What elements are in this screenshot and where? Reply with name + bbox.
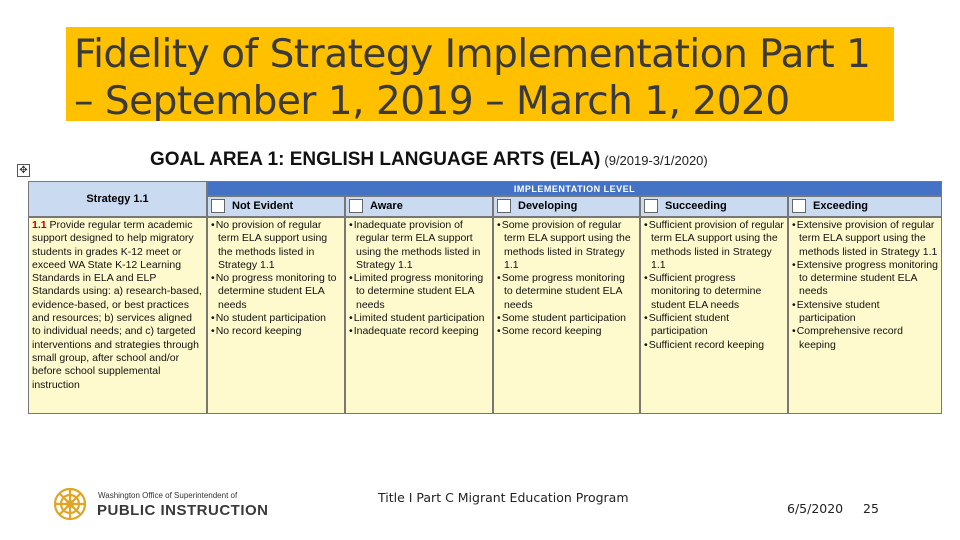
bullet-item: • Some provision of regular term ELA support using the methods listed in Strategy 1.1	[497, 219, 636, 272]
bullet-item: • Limited student participation	[349, 312, 489, 325]
goal-dates: (9/2019-3/1/2020)	[604, 153, 708, 168]
strategy-number: 1.1	[32, 219, 47, 231]
level-cell-aware	[345, 217, 493, 414]
checkbox-exceeding[interactable]	[792, 199, 806, 213]
checkbox-not-evident[interactable]	[211, 199, 225, 213]
level-label: Developing	[518, 200, 578, 212]
level-label: Aware	[370, 200, 403, 212]
bullet-item: • Inadequate record keeping	[349, 325, 489, 338]
bullet-item: • Some student participation	[497, 312, 636, 325]
bullet-item: • Some record keeping	[497, 325, 636, 338]
level-label: Not Evident	[232, 200, 294, 212]
bullet-item: • Sufficient progress monitoring to determine student ELA needs	[644, 272, 784, 312]
footer-date: 6/5/2020	[787, 501, 844, 516]
bullet-item: • No student participation	[211, 312, 341, 325]
ospi-sun-logo-icon	[52, 486, 88, 522]
agency-line: Washington Office of Superintendent of	[98, 491, 238, 500]
bullet-item: • No record keeping	[211, 325, 341, 338]
title-line-1: Fidelity of Strategy Implementation Part 1	[74, 32, 871, 77]
level-header-exceeding	[788, 196, 942, 217]
bullet-item: • Some progress monitoring to determine student ELA needs	[497, 272, 636, 312]
level-header-developing	[493, 196, 640, 217]
level-header-aware	[345, 196, 493, 217]
level-header-succeeding	[640, 196, 788, 217]
footer-program: Title I Part C Migrant Education Program	[378, 490, 629, 505]
level-cell-exceeding	[788, 217, 942, 414]
slide-title	[74, 31, 894, 121]
checkbox-succeeding[interactable]	[644, 199, 658, 213]
table-move-handle-icon[interactable]: ✥	[17, 164, 30, 177]
level-header-not-evident	[207, 196, 345, 217]
bullet-item: • Limited progress monitoring to determine student ELA needs	[349, 272, 489, 312]
checkbox-developing[interactable]	[497, 199, 511, 213]
level-cell-not-evident	[207, 217, 345, 414]
rubric-table	[28, 181, 942, 414]
bullet-item: • Comprehensive record keeping	[792, 325, 938, 352]
level-cell-developing	[493, 217, 640, 414]
level-label: Exceeding	[813, 200, 869, 212]
bullet-item: • No provision of regular term ELA support using the methods listed in Strategy 1.1	[211, 219, 341, 272]
title-box	[66, 27, 894, 121]
bullet-item: • Extensive provision of regular term ELA support using the methods listed in Strategy 1.1	[792, 219, 938, 259]
bullet-item: • Sufficient student participation	[644, 312, 784, 339]
bullet-item: • Sufficient record keeping	[644, 339, 784, 352]
bullet-item: • Sufficient provision of regular term ELA support using the methods listed in Strategy 1.1	[644, 219, 784, 272]
bullet-item: • Extensive student participation	[792, 299, 938, 326]
level-cell-succeeding	[640, 217, 788, 414]
bullet-item: • Inadequate provision of regular term ELA support using the methods listed in Strategy 1.1	[349, 219, 489, 272]
checkbox-aware[interactable]	[349, 199, 363, 213]
bullet-item: • No progress monitoring to determine student ELA needs	[211, 272, 341, 312]
implementation-level-header: IMPLEMENTATION LEVEL	[207, 181, 942, 196]
level-label: Succeeding	[665, 200, 727, 212]
goal-heading	[150, 149, 708, 171]
agency-name: PUBLIC INSTRUCTION	[97, 502, 269, 519]
strategy-description-cell	[28, 217, 207, 414]
strategy-text: Provide regular term academic support designed to help migratory students in grades K-12 meet or exceed WA State K-12 Learning Standards in ELA and ELP Standards using: a) research-based, evidence-based, or best practices and resources; b) services aligned to individual needs; and c) targeted interventions and strategies through small group, after school and/or before school supplemental instruction	[32, 219, 202, 391]
strategy-header: Strategy 1.1	[28, 181, 207, 217]
page-number: 25	[863, 501, 879, 516]
title-line-2: – September 1, 2019 – March 1, 2020	[74, 79, 790, 121]
goal-heading-text: GOAL AREA 1: ENGLISH LANGUAGE ARTS (ELA)	[150, 149, 601, 170]
bullet-item: • Extensive progress monitoring to determine student ELA needs	[792, 259, 938, 299]
